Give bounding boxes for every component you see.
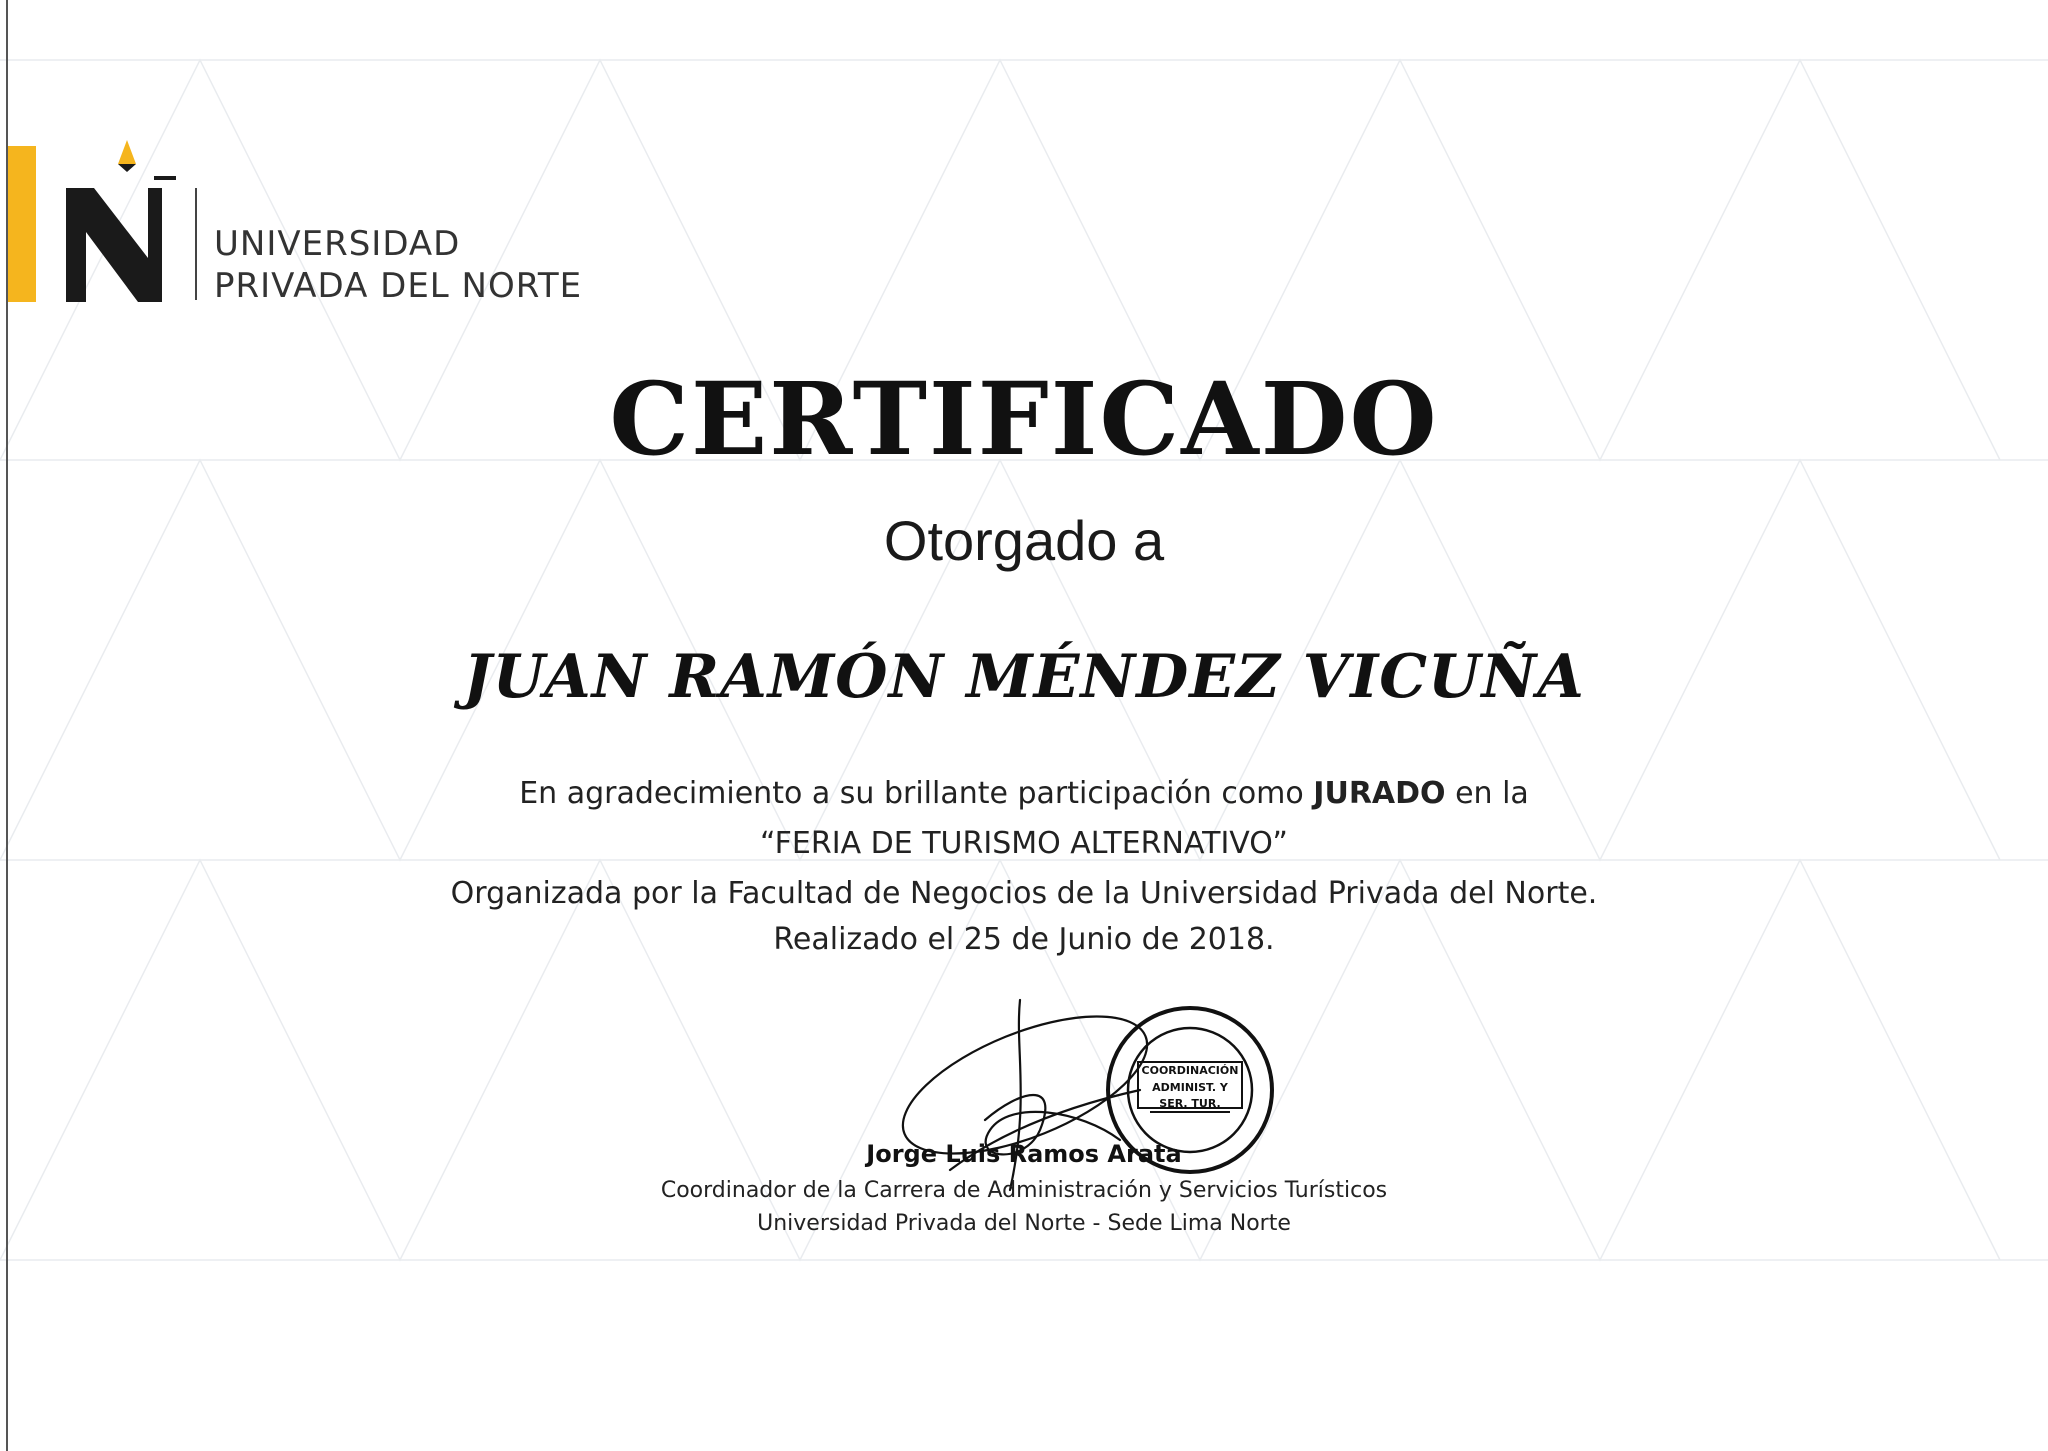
signer-name: Jorge Luis Ramos Arata: [866, 1140, 1182, 1168]
handwritten-signature: [890, 990, 1160, 1200]
certificate-title: CERTIFICADO: [609, 360, 1439, 478]
body-line-date: Realizado el 25 de Junio de 2018.: [773, 922, 1275, 957]
signer-role: Coordinador de la Carrera de Administración y Servicios Turísticos: [660, 1178, 1388, 1203]
awarded-to-label: Otorgado a: [883, 509, 1165, 572]
seal-line3: SER. TUR.: [1159, 1097, 1221, 1110]
seal-line1: COORDINACIÓN: [1141, 1064, 1239, 1077]
logo-divider: [195, 188, 197, 300]
signer-organization: Universidad Privada del Norte - Sede Lima Norte: [757, 1211, 1291, 1236]
logo-text-line1: UNIVERSIDAD: [214, 224, 461, 264]
role-jurado: JURADO: [1313, 776, 1446, 811]
logo-text-line2: PRIVADA DEL NORTE: [214, 266, 583, 306]
upn-n-star-icon: [66, 140, 176, 305]
logo-accent-bar: [8, 146, 36, 302]
body-line1-prefix: En agradecimiento a su brillante participación como: [519, 776, 1314, 811]
body-line-organizer: Organizada por la Facultad de Negocios de la Universidad Privada del Norte.: [450, 876, 1598, 911]
body-line1-suffix: en la: [1445, 776, 1529, 811]
body-line-participation: [0, 776, 2048, 811]
recipient-name: JUAN RAMÓN MÉNDEZ VICUÑA: [463, 642, 1585, 712]
event-name: “FERIA DE TURISMO ALTERNATIVO”: [760, 826, 1288, 861]
seal-line2: ADMINIST. Y: [1152, 1081, 1228, 1094]
